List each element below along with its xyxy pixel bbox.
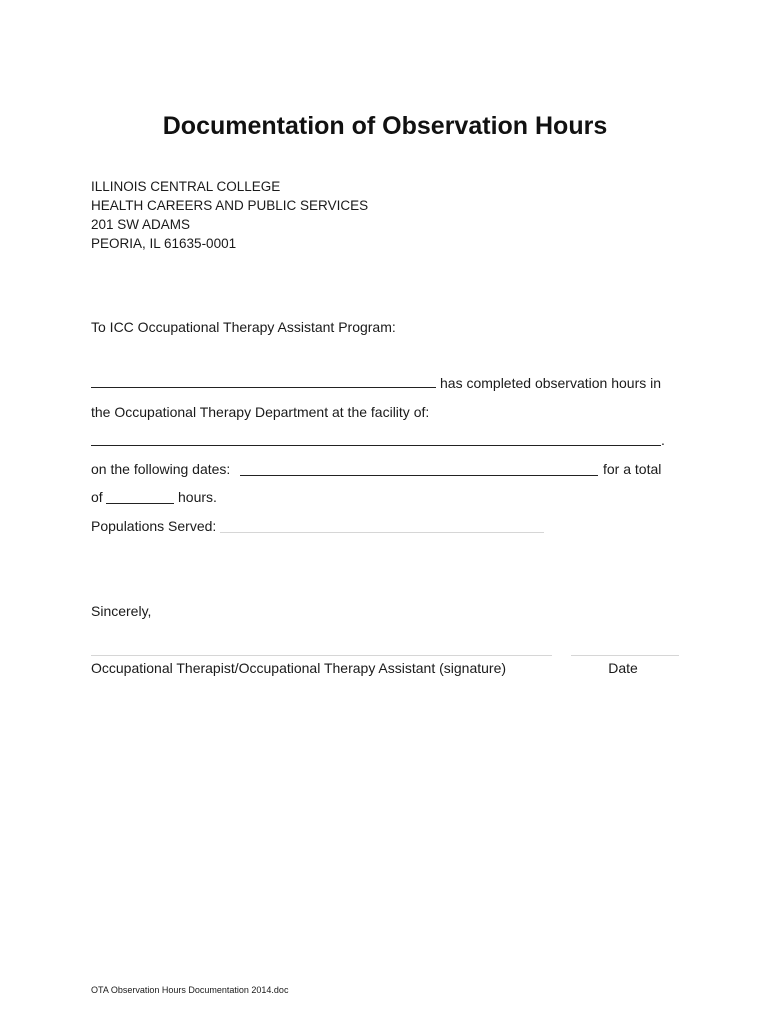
signature-label: Occupational Therapist/Occupational Therapy Assistant (signature) (91, 660, 507, 676)
address-line-street: 201 SW ADAMS (91, 217, 191, 232)
dates-blank[interactable] (240, 475, 598, 476)
address-line-department: HEALTH CAREERS AND PUBLIC SERVICES (91, 198, 369, 213)
address-line-college: ILLINOIS CENTRAL COLLEGE (91, 179, 281, 194)
student-name-blank[interactable] (91, 387, 436, 388)
hours-prefix: of (91, 489, 103, 505)
facility-intro-text: the Occupational Therapy Department at the facility of: (91, 404, 430, 420)
date-field[interactable] (571, 655, 679, 656)
dates-label: on the following dates: (91, 461, 231, 477)
signature-field[interactable] (91, 655, 552, 656)
total-text: for a total (603, 461, 662, 477)
facility-period: . (661, 432, 665, 448)
populations-field[interactable] (220, 532, 544, 533)
college-address (91, 177, 368, 253)
document-title: Documentation of Observation Hours (162, 112, 608, 140)
hours-blank[interactable] (106, 503, 174, 504)
hours-suffix: hours. (178, 489, 217, 505)
address-line-city: PEORIA, IL 61635-0001 (91, 236, 237, 251)
footer-filename: OTA Observation Hours Documentation 2014.doc (91, 985, 289, 995)
populations-label: Populations Served: (91, 518, 217, 534)
completed-hours-text: has completed observation hours in (440, 375, 662, 391)
facility-blank[interactable] (91, 445, 661, 446)
date-label: Date (608, 660, 638, 676)
salutation: To ICC Occupational Therapy Assistant Program: (91, 319, 396, 335)
closing-text: Sincerely, (91, 603, 152, 619)
